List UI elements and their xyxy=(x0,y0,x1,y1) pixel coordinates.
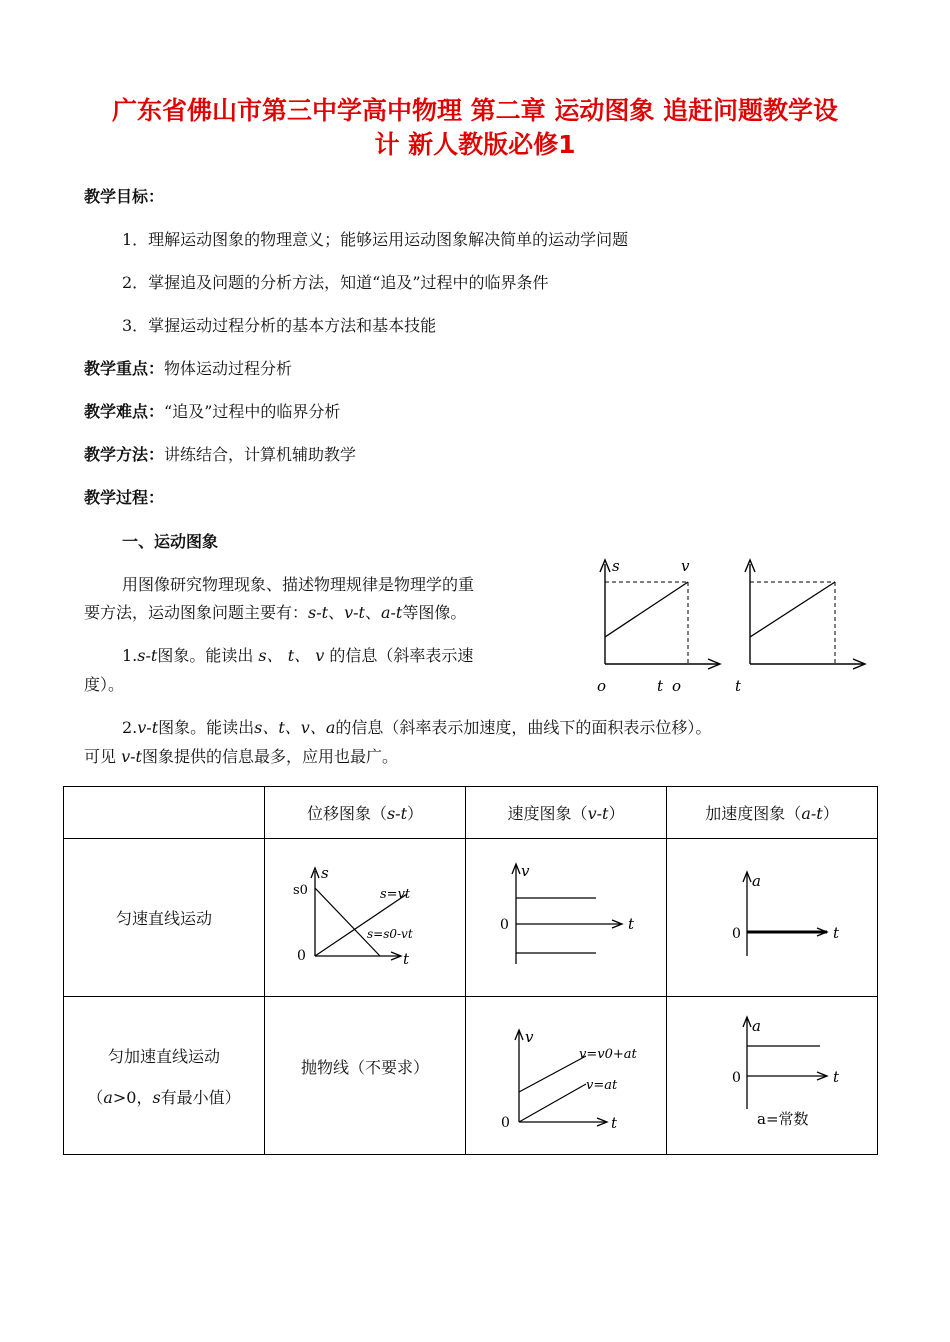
st-origin: 0 xyxy=(297,947,306,964)
graph-1-origin: o xyxy=(597,677,607,695)
para-2-line-2: 度）。 xyxy=(84,675,125,694)
st-line-decreasing xyxy=(315,888,380,956)
graph-1-line xyxy=(605,582,688,637)
graph-1-mark: v xyxy=(681,557,690,575)
separator: 、 xyxy=(328,603,345,622)
para-1-text: 要方法，运动图象问题主要有： xyxy=(84,603,309,622)
at2-caption: a=常数 xyxy=(757,1109,809,1128)
row-2-vt-graph xyxy=(481,1014,651,1134)
para-3-text: 图象。能读出 xyxy=(158,718,255,737)
row-1-label: 匀速直线运动 xyxy=(64,839,265,997)
st-label-1: s=vt xyxy=(380,886,411,902)
label-text: 有最小值） xyxy=(160,1087,241,1107)
vt2-line-v0 xyxy=(519,1056,586,1092)
header-acceleration xyxy=(667,787,878,839)
illustration-graphs xyxy=(590,552,875,697)
graph-2 xyxy=(672,560,865,695)
at-ylabel: a xyxy=(752,871,761,890)
difficult-point-text: “追及”过程中的临界分析 xyxy=(164,402,341,421)
section-1-heading: 一、运动图象 xyxy=(122,532,219,551)
at-origin: 0 xyxy=(732,925,741,942)
vt2-label-2: v=at xyxy=(586,1077,618,1093)
header-displacement xyxy=(265,787,466,839)
para-3-text-2: 可见 xyxy=(84,747,122,766)
header-text: 速度图象（ xyxy=(507,804,588,823)
header-var: v-t xyxy=(587,804,609,823)
header-text: 加速度图象（ xyxy=(705,804,802,823)
para-3-line-1 xyxy=(122,717,711,739)
teaching-method-label: 教学方法： xyxy=(84,445,165,464)
goal-item-3: 3．掌握运动过程分析的基本方法和基本技能 xyxy=(122,316,437,335)
row-1-st-graph xyxy=(285,856,445,976)
graph-1-xlabel: t xyxy=(657,677,664,695)
vt-term: v-t xyxy=(121,747,142,766)
difficult-point xyxy=(84,401,340,423)
separator: 、 xyxy=(364,603,381,622)
goal-item-2: 2．掌握追及问题的分析方法，知道“追及”过程中的临界条件 xyxy=(122,273,549,292)
at-term: a-t xyxy=(380,603,403,622)
graph-1 xyxy=(597,557,720,695)
st-ylabel: s xyxy=(321,863,329,882)
vt2-ylabel: v xyxy=(525,1027,534,1046)
row-1-at-graph-cell xyxy=(667,839,878,997)
at2-ylabel: a xyxy=(752,1016,761,1035)
motion-graph-table xyxy=(63,786,878,1155)
para-2-tail: 的信息（斜率表示速 xyxy=(324,646,474,665)
vt-xlabel: t xyxy=(628,914,635,933)
vt-ylabel: v xyxy=(521,861,530,880)
key-point xyxy=(84,358,292,380)
para-2-number: 1. xyxy=(122,646,138,665)
key-point-text: 物体运动过程分析 xyxy=(164,359,293,378)
header-text: 位移图象（ xyxy=(306,804,387,823)
title-line-1: 广东省佛山市第三中学高中物理 第二章 运动图象 追赶问题教学设 xyxy=(111,96,839,125)
para-2-line-1 xyxy=(122,645,473,667)
difficult-point-label: 教学难点： xyxy=(84,402,165,421)
row-2-vt-graph-cell xyxy=(466,997,667,1155)
table-row xyxy=(64,997,878,1155)
para-1-tail: 等图像。 xyxy=(402,603,467,622)
graph-2-line xyxy=(750,582,835,637)
header-empty-cell xyxy=(64,787,265,839)
para-1-line-2 xyxy=(84,602,466,624)
para-3-tail-2: 图象提供的信息最多，应用也最广。 xyxy=(141,747,398,766)
label-var: a xyxy=(103,1087,113,1107)
row-1-at-graph xyxy=(687,856,857,976)
para-3-number: 2. xyxy=(122,718,138,737)
para-3-tail: 的信息（斜率表示加速度，曲线下的面积表示位移）。 xyxy=(335,718,712,737)
row-2-st-cell: 抛物线（不要求） xyxy=(265,997,466,1155)
process-heading: 教学过程： xyxy=(84,488,165,507)
vt2-xlabel: t xyxy=(611,1113,618,1132)
at2-origin: 0 xyxy=(732,1069,741,1086)
row-2-label xyxy=(64,997,265,1155)
para-1-line-1: 用图像研究物理现象、描述物理规律是物理学的重 xyxy=(122,575,475,594)
table-header-row xyxy=(64,787,878,839)
header-text: ） xyxy=(822,804,839,823)
header-var: a-t xyxy=(801,804,823,823)
para-3-vars: s、t、v、a xyxy=(254,718,336,737)
st-xlabel: t xyxy=(403,949,410,968)
para-2-vars: s、 t、 v xyxy=(258,646,325,665)
goals-heading: 教学目标： xyxy=(84,187,165,206)
label-text: （ xyxy=(87,1087,104,1107)
at2-xlabel: t xyxy=(833,1067,840,1086)
vt-term: v-t xyxy=(344,603,365,622)
st-s0: s0 xyxy=(293,882,308,898)
vt2-label-1: v=v0+at xyxy=(579,1046,637,1062)
vt2-line-zero xyxy=(519,1084,586,1122)
teaching-method-text: 讲练结合，计算机辅助教学 xyxy=(164,445,357,464)
title-line-2: 计 新人教版必修1 xyxy=(374,130,576,159)
row-2-at-graph xyxy=(687,1009,857,1139)
row-1-st-graph-cell xyxy=(265,839,466,997)
label-text: >0， xyxy=(112,1087,153,1107)
para-3-line-2 xyxy=(84,746,398,768)
header-velocity xyxy=(466,787,667,839)
document-title xyxy=(60,94,890,162)
vt-origin: 0 xyxy=(500,916,509,933)
teaching-method xyxy=(84,444,356,466)
para-2-text: 图象。能读出 xyxy=(157,646,254,665)
goal-item-1: 1．理解运动图象的物理意义；能够运用运动图象解决简单的运动学问题 xyxy=(122,230,629,249)
at-xlabel: t xyxy=(833,923,840,942)
row-2-label-line-1: 匀加速直线运动 xyxy=(107,1046,220,1066)
graph-1-ylabel: s xyxy=(612,557,620,575)
graph-2-xlabel: t xyxy=(735,677,742,695)
row-2-at-graph-cell xyxy=(667,997,878,1155)
vt-term: v-t xyxy=(137,718,159,737)
table-row xyxy=(64,839,878,997)
row-1-vt-graph xyxy=(486,856,646,976)
header-var: s-t xyxy=(386,804,408,823)
label-var: s xyxy=(152,1087,161,1107)
header-text: ） xyxy=(407,804,424,823)
header-text: ） xyxy=(608,804,625,823)
vt2-origin: 0 xyxy=(501,1114,510,1131)
row-1-vt-graph-cell xyxy=(466,839,667,997)
st-label-2: s=s0-vt xyxy=(367,926,413,941)
key-point-label: 教学重点： xyxy=(84,359,165,378)
st-term: s-t xyxy=(308,603,329,622)
st-term: s-t xyxy=(137,646,158,665)
row-2-label-line-2 xyxy=(64,1085,264,1108)
graph-2-origin: o xyxy=(672,677,682,695)
